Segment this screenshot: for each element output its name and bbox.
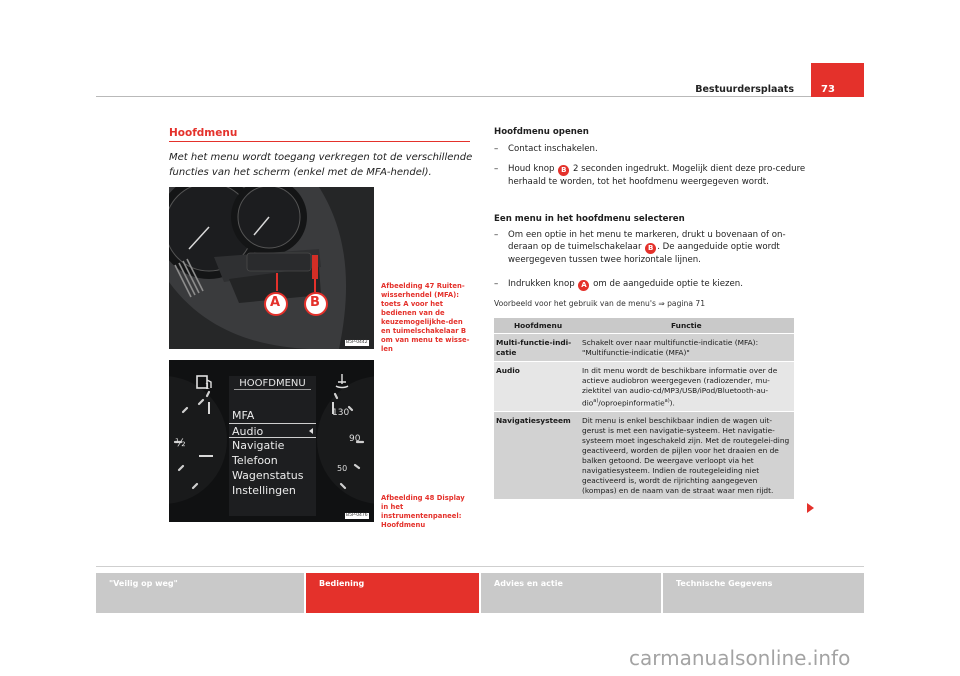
- footer-tab-safety[interactable]: [96, 573, 304, 613]
- page-number: 73: [821, 84, 835, 95]
- callout-a: A: [270, 295, 281, 310]
- table-cell-menu: Audio: [496, 366, 520, 375]
- step-text: 2 seconden ingedrukt. Mogelijk dient deze pro-cedure herhaald te worden, tot het hoofdmenu weergegeven wordt.: [508, 164, 806, 187]
- key-b-icon: B: [645, 243, 656, 254]
- footer-tab-label: Bediening: [319, 579, 365, 588]
- footnote-marker: a): [593, 398, 599, 404]
- display-menu-item: Navigatie: [232, 439, 285, 452]
- footer-tab-label: "Veilig op weg": [109, 579, 178, 588]
- figure-code: B5P-0442: [346, 340, 368, 345]
- footer-tab-technical[interactable]: [663, 573, 864, 613]
- step-ignition: Contact inschakelen.: [508, 144, 598, 154]
- figure-caption: Afbeelding 48 Display in het instrumentenpaneel: Hoofdmenu: [381, 494, 465, 529]
- footer-tab-operation[interactable]: [306, 573, 479, 613]
- figure-code: B5P-0476: [346, 513, 368, 518]
- continue-arrow-icon: [807, 503, 814, 513]
- temperature-icon: [334, 372, 350, 390]
- figure-lever-photo: [169, 187, 374, 349]
- example-reference: Voorbeeld voor het gebruik van de menu's ⇒ pagina 71: [494, 299, 706, 308]
- select-menu-heading: Een menu in het hoofdmenu selecteren: [494, 214, 685, 224]
- display-menu-item-selected: Audio: [229, 423, 316, 438]
- display-menu-list: [229, 408, 316, 498]
- gauge-label-50: 50: [337, 464, 348, 473]
- display-menu-item: Telefoon: [232, 454, 278, 467]
- key-a-icon: A: [578, 280, 589, 291]
- footnote-marker: a): [664, 398, 670, 404]
- step-text: Houd knop: [508, 164, 555, 174]
- bullet-dash: –: [494, 164, 499, 174]
- gauge-label-130: 130: [332, 408, 350, 418]
- step-text: . De aangeduide optie wordt weergegeven tussen twee horizontale lijnen.: [508, 242, 780, 265]
- table-cell-function: Schakelt over naar multifunctie-indicatie (MFA): "Multifunctie-indicatie (MFA)": [582, 338, 759, 357]
- table-cell-menu: Multi-functie-indi-catie: [496, 338, 572, 357]
- watermark: carmanualsonline.info: [629, 646, 851, 670]
- bullet-dash: –: [494, 144, 499, 154]
- table-header: [494, 318, 794, 333]
- step-text: Indrukken knop: [508, 279, 575, 289]
- section-intro: Met het menu wordt toegang verkregen tot de verschillende functies van het scherm (enkel met de MFA-hendel).: [169, 152, 473, 178]
- fuel-icon: [194, 374, 214, 390]
- table-cell-function: Dit menu is enkel beschikbaar indien de wagen uit-gerust is met een navigatie-systeem. Het navigatie-systeem moet ingeschakeld zijn. Met de routegelei-ding geactiveerd, worden de pijlen voor het draaien en de balken getoond. De weergave verloopt via het navigatiesysteem. Indien de routegeleiding niet geactiveerd is, wordt de rijrichting aangegeven (kompas) en de naam van de straat waar men rijdt.: [582, 416, 790, 496]
- open-menu-heading: Hoofdmenu openen: [494, 127, 589, 137]
- table-cell-text: In dit menu wordt de beschikbare informatie over de actieve audiobron weergegeven (radiozender, mu-ziektitel van audio-cd/MP3/USB/iPod/Bluetooth-au-dio: [582, 366, 778, 408]
- display-menu-item: Wagenstatus: [232, 469, 304, 482]
- step-hold-button: [508, 163, 808, 188]
- section-title: Hoofdmenu: [169, 127, 238, 139]
- display-screen: [229, 376, 316, 516]
- table-row: [494, 333, 794, 361]
- bullet-dash: –: [494, 279, 499, 289]
- table-row: [494, 361, 794, 411]
- gauge-label-one: 1: [205, 382, 211, 391]
- figure-display-photo: [169, 360, 374, 522]
- gauge-label-half: ½: [175, 436, 186, 449]
- callout-b: B: [310, 295, 320, 310]
- table-cell-menu: Navigatiesysteem: [496, 416, 571, 426]
- footer-rule: [96, 566, 864, 567]
- bullet-dash: –: [494, 230, 499, 240]
- footer-tab-label: Advies en actie: [494, 579, 563, 588]
- gauge-label-90: 90: [349, 434, 361, 444]
- display-title: HOOFDMENU: [234, 378, 311, 390]
- footer-tab-advice[interactable]: [481, 573, 661, 613]
- table-header-menu: Hoofdmenu: [514, 321, 563, 330]
- figure-caption: Afbeelding 47 Ruiten-wisserhendel (MFA): toets A voor het bedienen van de keuzemogelijkhe-den en tuimelschakelaar B om van menu te wisse-len: [381, 282, 470, 353]
- table-header-function: Functie: [671, 321, 702, 330]
- running-header-title: Bestuurdersplaats: [695, 84, 794, 95]
- step-text: Om een optie in het menu te markeren, drukt u bovenaan of on-deraan op de tuimelschakelaar: [508, 230, 786, 252]
- table-row: [494, 411, 794, 499]
- table-cell-function: [582, 362, 794, 411]
- key-b-icon: B: [558, 165, 569, 176]
- display-menu-item: MFA: [232, 409, 255, 422]
- header-rule: [96, 96, 864, 97]
- table-cell-text: /oproepinformatie: [598, 398, 665, 408]
- page-number-box: [811, 63, 864, 97]
- step-press-button: [508, 278, 808, 291]
- table-cell-text: ).: [669, 398, 675, 408]
- step-text: om de aangeduide optie te kiezen.: [593, 279, 743, 289]
- section-rule: [169, 141, 470, 142]
- main-menu-table: [494, 318, 794, 499]
- footer-tab-label: Technische Gegevens: [676, 579, 773, 588]
- display-menu-item: Instellingen: [232, 484, 296, 497]
- step-rocker-switch: [508, 229, 808, 266]
